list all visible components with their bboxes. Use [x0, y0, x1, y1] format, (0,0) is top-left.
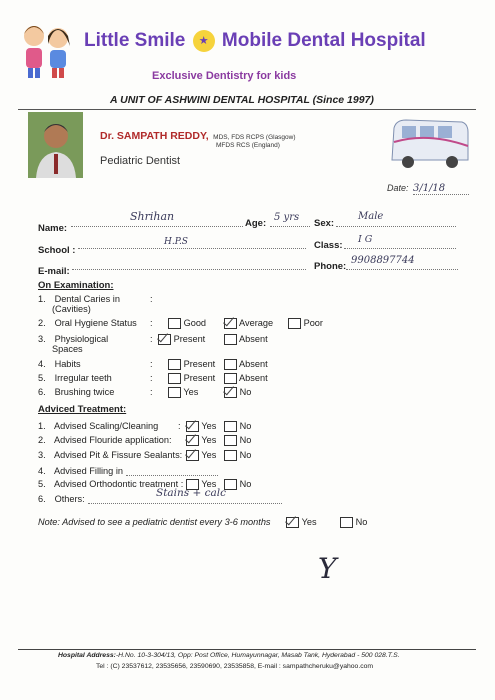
note-no-checkbox[interactable] [340, 517, 353, 528]
phone-label: Phone: [314, 261, 347, 272]
yes-label: Yes [201, 450, 217, 460]
item-number: 5. [38, 479, 46, 489]
yes-label: Yes [201, 435, 217, 445]
title-part1: Little Smile [84, 30, 186, 52]
item-label: Others: [54, 494, 85, 504]
item-number: 6. [38, 387, 46, 397]
class-value: I G [358, 234, 373, 245]
yes-checkbox[interactable] [186, 435, 199, 446]
others-field[interactable] [88, 503, 282, 504]
poor-label: Poor [303, 318, 323, 328]
item-label: Advised Scaling/Cleaning [54, 421, 159, 431]
school-value: H.P.S [164, 237, 188, 247]
absent-label: Absent [239, 334, 268, 344]
present-label: Present [183, 373, 216, 383]
treatment-item-scaling [38, 421, 338, 431]
sex-value: Male [358, 211, 384, 222]
present-label: Present [173, 334, 206, 344]
school-field[interactable] [78, 248, 306, 249]
doctor-quals2: MFDS RCS (England) [216, 142, 280, 149]
item-separator: : [150, 359, 153, 369]
item-number: 4. [38, 466, 46, 476]
treatment-item-others [38, 487, 338, 504]
item-label: Brushing twice [54, 387, 115, 397]
doctor-name: Dr. SAMPATH REDDY, [100, 130, 209, 142]
name-row [38, 210, 458, 234]
yes-label: Yes [201, 479, 217, 489]
note-no-label: No [355, 517, 368, 527]
no-label: No [239, 435, 252, 445]
no-label: No [239, 387, 252, 397]
note-yes-checkbox[interactable] [286, 517, 299, 528]
age-field[interactable] [270, 226, 310, 227]
item-separator: : [150, 294, 153, 304]
item-label: Advised Flouride application: [54, 435, 172, 445]
sex-label: Sex: [314, 218, 335, 229]
item-separator: : [150, 373, 153, 383]
item-separator: : [150, 334, 153, 344]
note-yes-label: Yes [301, 517, 317, 527]
absent-label: Absent [239, 359, 268, 369]
kids-logo [14, 20, 80, 80]
no-label: No [239, 450, 252, 460]
absent-checkbox[interactable] [224, 373, 237, 384]
exam-item-irregular-teeth [38, 373, 358, 383]
treatment-heading: Adviced Treatment: [38, 404, 127, 415]
doctor-photo [28, 112, 83, 178]
average-checkbox[interactable] [224, 318, 237, 329]
treatment-item-flouride [38, 435, 338, 445]
item-number: 2. [38, 318, 46, 328]
good-label: Good [183, 318, 207, 328]
name-field[interactable] [71, 226, 243, 227]
school-row [38, 234, 458, 256]
item-label: Habits [54, 359, 81, 369]
treatment-item-sealants [38, 450, 338, 460]
item-label: Advised Pit & Fissure Sealants: [54, 450, 183, 460]
phone-value: 9908897744 [351, 255, 415, 266]
average-label: Average [239, 318, 274, 328]
item-label-line2: Spaces [52, 344, 83, 354]
others-value: Stains + calc [156, 487, 227, 499]
item-separator: : [178, 421, 181, 431]
item-label: Oral Hygiene Status [54, 318, 137, 328]
absent-checkbox[interactable] [224, 359, 237, 370]
item-number: 1. [38, 421, 46, 431]
footer-contact: Tel : (C) 23537612, 23535656, 23590690, 23535858, E-mail : sampathcheruku@yahoo.com [96, 663, 374, 670]
filling-field[interactable] [126, 475, 218, 476]
item-label: Dental Caries in [54, 294, 120, 304]
date-value: 3/1/18 [413, 183, 469, 195]
age-value: 5 yrs [274, 212, 300, 223]
date-line [387, 178, 469, 196]
item-number: 6. [38, 494, 46, 504]
unit-line: A UNIT OF ASHWINI DENTAL HOSPITAL (Since 1997) [110, 94, 374, 106]
exam-item-caries [38, 294, 338, 314]
item-label: Advised Orthodontic treatment : [54, 479, 184, 489]
treatment-item-filling [38, 466, 338, 476]
yes-label: Yes [183, 387, 199, 397]
item-number: 1. [38, 294, 46, 304]
tagline: Exclusive Dentistry for kids [152, 70, 297, 82]
item-number: 5. [38, 373, 46, 383]
item-number: 4. [38, 359, 46, 369]
sex-field[interactable] [336, 226, 456, 227]
note-text: Note: Advised to see a pediatric dentist every 3-6 months [38, 517, 271, 527]
doctor-quals1: MDS, FDS RCPS (Glasgow) [213, 134, 296, 141]
date-label: Date: [387, 183, 409, 193]
exam-item-habits [38, 359, 358, 369]
tooth-icon: ★ [193, 30, 215, 52]
item-label: Irregular teeth [54, 373, 112, 383]
class-label: Class: [314, 240, 343, 251]
exam-item-oral-hygiene [38, 318, 358, 328]
address-label: Hospital Address: [58, 652, 116, 659]
school-label: School : [38, 245, 76, 256]
no-label: No [239, 421, 252, 431]
no-checkbox[interactable] [224, 450, 237, 461]
good-checkbox[interactable] [168, 318, 181, 329]
email-field[interactable] [72, 269, 306, 270]
item-number: 3. [38, 334, 46, 344]
footer-divider [18, 649, 476, 650]
email-label: E-mail: [38, 266, 70, 277]
yes-checkbox[interactable] [186, 421, 199, 432]
item-separator: : [150, 318, 153, 328]
phone-field[interactable] [346, 269, 458, 270]
class-field[interactable] [344, 248, 456, 249]
name-label: Name: [38, 223, 68, 234]
item-separator: : [150, 387, 153, 397]
examination-heading: On Examination: [38, 280, 114, 291]
yes-checkbox[interactable] [186, 450, 199, 461]
note-row [38, 517, 458, 527]
name-value: Shrihan [130, 210, 175, 223]
present-checkbox[interactable] [168, 373, 181, 384]
doctor-role: Pediatric Dentist [100, 155, 181, 167]
present-checkbox[interactable] [158, 334, 171, 345]
item-label: Physiological [54, 334, 109, 344]
hospital-title [84, 30, 426, 52]
absent-label: Absent [239, 373, 268, 383]
age-label: Age: [245, 218, 267, 229]
absent-checkbox[interactable] [224, 334, 237, 345]
mobile-van-image [388, 112, 472, 172]
poor-checkbox[interactable] [288, 318, 301, 329]
exam-item-brushing [38, 387, 358, 397]
present-label: Present [183, 359, 216, 369]
exam-item-spaces [38, 334, 358, 354]
item-label: Advised Filling in [54, 466, 123, 476]
item-label-line2: (Cavities) [52, 304, 91, 314]
yes-label: Yes [201, 421, 217, 431]
title-part2: Mobile Dental Hospital [221, 30, 426, 52]
yes-checkbox[interactable] [168, 387, 181, 398]
no-checkbox[interactable] [224, 421, 237, 432]
no-checkbox[interactable] [224, 435, 237, 446]
address-text: -H.No. 10-3-304/13, Opp: Post Office, Humayunnagar, Masab Tank, Hyderabad - 500 028.T.S. [115, 652, 400, 659]
signature: Y [318, 552, 337, 585]
footer-address [58, 652, 400, 659]
item-number: 2. [38, 435, 46, 445]
item-number: 3. [38, 450, 46, 460]
no-label: No [239, 479, 252, 489]
no-checkbox[interactable] [224, 387, 237, 398]
header-divider [18, 109, 476, 110]
present-checkbox[interactable] [168, 359, 181, 370]
email-phone-row [38, 255, 458, 277]
